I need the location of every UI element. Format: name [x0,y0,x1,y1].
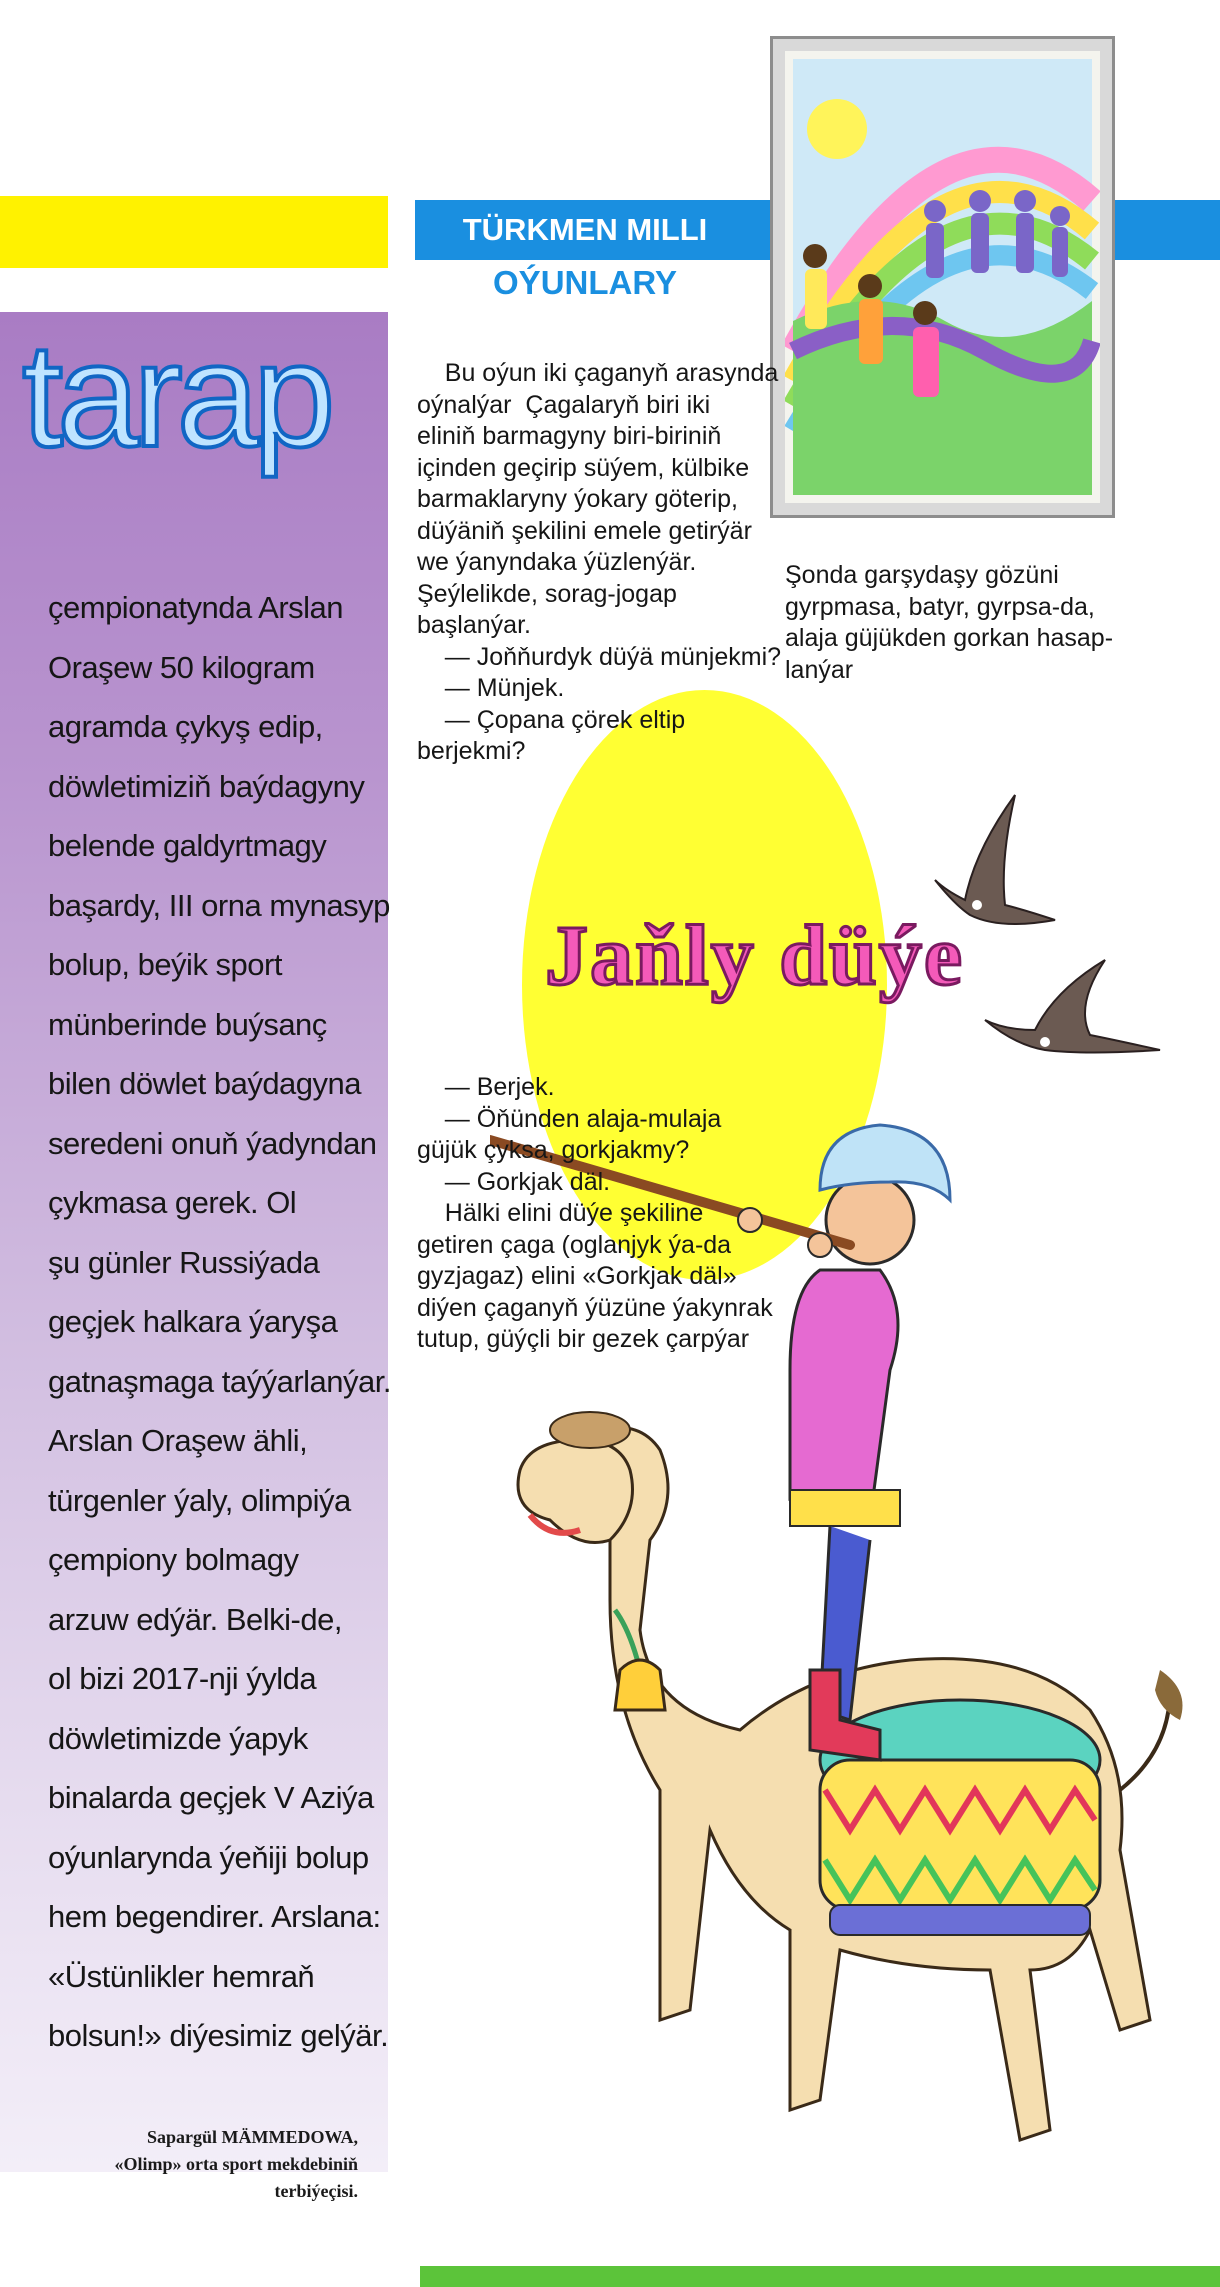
paragraph-line: döwletimizde ýapyk [48,1720,308,1756]
left-column-paragraph [48,578,391,2066]
article-line: getiren çaga (oglanjyk ýa-da [417,1230,732,1259]
rainbow-picture-frame [770,36,1115,518]
paragraph-line: agramda çykyş edip, [48,709,323,744]
paragraph-line: başardy, III orna mynasyp [48,887,390,923]
paragraph-line: çempionatynda Arslan [48,590,344,625]
article-line: düýäniň şekilini emele getirýär [417,516,752,545]
paragraph-line: seredeni onuň ýadyndan [48,1125,377,1161]
article-line: güjük çyksa, gorkjakmy? [417,1136,690,1164]
paragraph-line: Oraşew 50 kilogram [48,649,315,685]
green-footer-band [420,2266,1220,2287]
paragraph-line: oýunlarynda ýeňiji bolup [48,1839,369,1875]
paragraph-line: hem begendirer. Arslana: [48,1899,381,1934]
author-school: «Olimp» orta sport mekdebiniň [114,2154,358,2174]
article-text-part-1 [417,358,781,768]
article-line: — Çopana çörek eltip [417,705,686,734]
paragraph-line: binalarda geçjek V Aziýa [48,1780,374,1815]
article-line: berjekmi? [417,737,526,765]
swallow-icon [935,795,1055,924]
paragraph-line: bolsun!» diýesimiz gelýär. [48,2018,389,2053]
game-title: Jaňly düýe [545,907,965,1003]
paragraph-line: çykmasa gerek. Ol [48,1185,297,1220]
swallows-illustration [905,780,1175,1120]
paragraph-line: ol bizi 2017-nji ýylda [48,1661,317,1696]
section-header-line-1: TÜRKMEN MILLI [462,212,708,247]
article-line: alaja güjükden gorkan hasap- [785,624,1114,652]
paragraph-line: bilen döwlet baýdagyna [48,1066,362,1101]
article-line: lanýar [785,655,854,684]
author-role: terbiýeçisi. [274,2181,358,2201]
paragraph-line: Arslan Oraşew ähli, [48,1423,308,1458]
article-line: Hälki elini düýe şekiline [417,1199,704,1227]
paragraph-line: döwletimiziň baýdagyny [48,768,365,804]
article-line: tutup, güýçli bir gezek çarpýar [417,1325,750,1353]
article-text-part-2 [417,1072,773,1356]
paragraph-line: çempiony bolmagy [48,1542,299,1577]
article-line: Bu oýun iki çaganyň arasynda [417,359,779,387]
article-line: oýnalýar Çagalaryň biri iki [417,390,711,419]
article-line: gyzjagaz) elini «Gorkjak däl» [417,1262,737,1290]
article-text-right [785,560,1113,686]
section-header-line-2: OÝUNLARY [493,264,677,301]
paragraph-line: bolup, beýik sport [48,947,282,982]
left-column-title: tarap [22,313,330,478]
paragraph-line: münberinde buýsanç [48,1006,327,1042]
article-line: diýen çaganyň ýüzüne ýakynrak [417,1293,773,1322]
paragraph-line: «Üstünlikler hemraň [48,1958,315,1994]
author-signature [90,2124,358,2205]
article-line: — Münjek. [417,674,565,702]
article-line: — Berjek. [417,1073,555,1101]
paragraph-line: gatnaşmaga taýýarlanýar. [48,1363,391,1399]
paragraph-line: şu günler Russiýada [48,1244,320,1280]
rainbow-children-drawing [785,51,1100,503]
article-line: içinden geçirip süýem, külbike [417,453,750,482]
swallow-icon [985,960,1160,1053]
article-line: we ýanyndaka ýüzlenýär. [417,548,697,576]
article-line: — Öňünden alaja-mulaja [417,1104,722,1133]
article-line: Şeýlelikde, sorag-jogap [417,579,677,608]
article-line: Şonda garşydaşy gözüni [785,561,1059,589]
yellow-header-band [0,196,388,268]
paragraph-line: belende galdyrtmagy [48,828,327,863]
article-line: eliniň barmagyny biri-biriniň [417,422,722,450]
author-name: Sapargül MÄMMEDOWA, [147,2127,358,2147]
paragraph-line: geçjek halkara ýaryşa [48,1304,338,1339]
article-line: — Joňňurdyk düýä münjekmi? [417,642,782,671]
paragraph-line: arzuw edýär. Belki-de, [48,1601,342,1637]
paragraph-line: türgenler ýaly, olimpiýa [48,1482,351,1518]
article-line: gyrpmasa, batyr, gyrpsa-da, [785,592,1095,621]
article-line: başlanýar. [417,611,531,639]
article-line: barmaklaryny ýokary göterip, [417,485,738,513]
article-line: — Gorkjak däl. [417,1167,611,1196]
